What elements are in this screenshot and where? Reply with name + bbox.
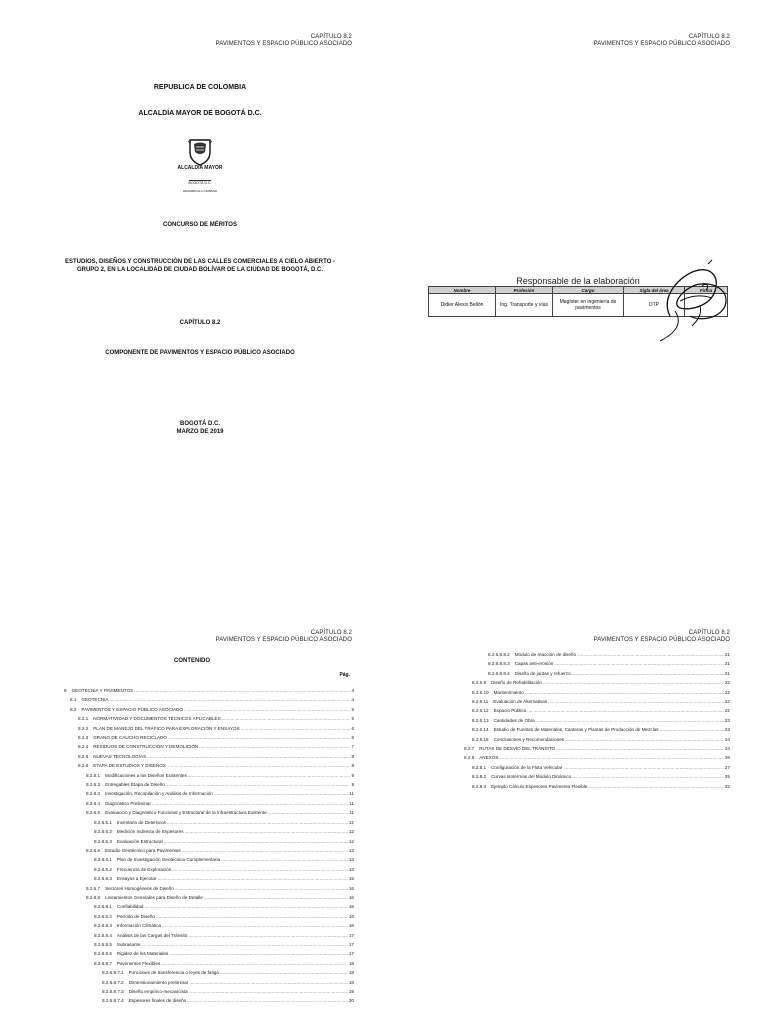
toc-entry-title: Ensayos a Ejecutar <box>116 876 157 882</box>
toc-entry-number: 8.2.6.8.8.4 <box>488 670 510 676</box>
toc-entry-leader <box>167 761 351 770</box>
page-header <box>216 630 352 644</box>
header-role: Cargo <box>553 287 624 294</box>
toc-entry-title: Período de Diseño <box>116 913 155 919</box>
cell-profession: Ing. Transporte y vías <box>496 294 553 317</box>
toc-entry-page: 22 <box>724 689 730 695</box>
toc-entry[interactable] <box>64 695 354 704</box>
toc-entry-number: 8.2.6 <box>78 763 89 769</box>
republic-title: REPUBLICA DE COLOMBIA <box>153 84 247 91</box>
toc-entry[interactable] <box>64 865 354 874</box>
toc-entry-leader <box>499 753 724 762</box>
toc-entry[interactable] <box>450 725 730 734</box>
toc-entry-page: 12 <box>348 819 354 825</box>
toc-entry-page: 17 <box>348 941 354 947</box>
toc-entry-leader <box>548 697 724 706</box>
toc-entry-leader <box>556 744 724 753</box>
header-name: Nombre <box>429 287 496 294</box>
toc-entry-page: 16 <box>348 894 354 900</box>
toc-entry[interactable] <box>64 846 354 855</box>
toc-entry-title: Estudio de Fuentes de Materiales, Canteras y Plantas de Producción de Mezclas <box>493 727 659 733</box>
toc-entry-page: 9 <box>351 782 354 788</box>
toc-entry-page: 11 <box>349 800 354 806</box>
toc-entry[interactable] <box>64 818 354 827</box>
toc-entry-title: Mantenimiento <box>493 689 524 695</box>
toc-entry-title: GEOTECNIA <box>81 697 109 703</box>
toc-entry-title: Sectores Homogéneos de Diseño <box>105 885 174 891</box>
toc-list-right <box>450 650 730 791</box>
toc-entry[interactable] <box>64 884 354 893</box>
page-header <box>594 630 730 644</box>
toc-entry-leader <box>152 799 348 808</box>
toc-entry[interactable] <box>64 686 354 695</box>
toc-entry-title: Información Climática <box>116 923 162 929</box>
toc-entry[interactable] <box>450 659 730 668</box>
toc-entry-title: Conclusiones y Recomendaciones <box>493 736 565 742</box>
toc-entry-title: Diagnóstico Preliminar <box>105 800 152 806</box>
toc-entry-number: 8.2.7 <box>464 746 475 752</box>
toc-entry-leader <box>199 742 350 751</box>
toc-entry-leader <box>182 846 348 855</box>
toc-entry-page: 27 <box>724 764 730 770</box>
logo-text-desarrollo: DESARROLLO URBANO <box>182 189 218 193</box>
toc-entry-number: 8.2.6.8.7.1 <box>102 970 124 976</box>
toc-entry-page: 9 <box>351 772 354 778</box>
toc-entry-page: 6 <box>351 735 354 741</box>
header-chapter: CAPÍTULO 8.2 <box>688 630 730 636</box>
toc-entry[interactable] <box>64 705 354 714</box>
toc-entry-title: Configuración de la Flota Vehicular <box>491 764 563 770</box>
toc-entry-leader <box>169 949 348 958</box>
toc-entry-page: 21 <box>724 661 730 667</box>
toc-entry-title: Confiabilidad <box>116 904 144 910</box>
toc-entry[interactable] <box>450 706 730 715</box>
contents-title: CONTENIDO <box>174 658 210 664</box>
toc-entry-title: Medición Indirecta de Espesores <box>116 829 184 835</box>
toc-entry-number: 8.2.6.8.8.2 <box>488 652 510 657</box>
toc-entry[interactable] <box>64 761 354 770</box>
toc-entry-leader <box>543 678 724 687</box>
toc-entry-number: 8.2.6.8.7.2 <box>102 979 124 985</box>
project-title: ESTUDIOS, DISEÑOS Y CONSTRUCCIÓN DE LAS CALLES COMERCIALES A CIELO ABIERTO - GRUPO 2, EN LA LOCALIDAD DE CIUDAD BOLÍVAR DE LA CIUDAD DE BOGOTÁ, D.C. <box>64 259 336 273</box>
cell-area: DTP <box>624 294 685 317</box>
toc-entry-leader <box>577 650 724 659</box>
toc-entry-leader <box>134 686 350 695</box>
toc-entry-leader <box>184 705 350 714</box>
toc-entry-title: Diseño de juntas y refuerzo <box>514 670 571 676</box>
place-date <box>60 420 340 436</box>
toc-entry-number: 8.2.6.5.1 <box>94 819 112 825</box>
toc-entry[interactable] <box>64 742 354 751</box>
toc-entry-leader <box>525 688 724 697</box>
toc-entry-leader <box>188 931 348 940</box>
toc-entry-title: Diseño empírico-mecanicista <box>128 989 188 994</box>
toc-entry-page: 17 <box>348 951 354 957</box>
toc-entry-page: 24 <box>724 746 730 752</box>
toc-entry[interactable] <box>450 735 730 744</box>
toc-entry-title: Evaluación de Alternativas <box>493 699 548 705</box>
toc-entry[interactable] <box>64 789 354 798</box>
toc-entry-number: 8.2.6.8.3 <box>94 923 112 929</box>
toc-entry-number: 8.2.6.2 <box>86 782 101 788</box>
toc-entry-leader <box>164 837 348 846</box>
toc-entry-page: 16 <box>348 923 354 929</box>
toc-entry[interactable] <box>64 855 354 864</box>
toc-entry-title: Pavimentos Flexibles <box>116 960 161 966</box>
toc-entry-leader <box>222 714 351 723</box>
mayor-office-title: ALCALDÍA MAYOR DE BOGOTÁ D.C. <box>138 110 262 117</box>
toc-entry[interactable] <box>450 772 730 781</box>
toc-entry-page: 17 <box>348 932 354 938</box>
toc-entry-leader <box>162 921 348 930</box>
header-chapter: CAPÍTULO 8.2 <box>310 34 352 40</box>
toc-entry-leader <box>563 763 724 772</box>
toc-entry-number: 8.2.6.4 <box>86 800 101 806</box>
toc-entry-title: Análisis de las Cargas del Tránsito <box>116 932 188 938</box>
toc-entry-page: 5 <box>351 706 354 712</box>
page-header <box>216 34 352 48</box>
toc-entry-title: Ejemplo Cálculo Espesores Pavimento Flexible <box>491 783 588 789</box>
toc-entry-number: 8.2.8.3 <box>472 783 487 789</box>
alcaldia-logo <box>170 138 230 193</box>
toc-entry-number: 8.2 <box>70 706 77 712</box>
toc-entry-page: 13 <box>348 847 354 853</box>
toc-entry-page: 16 <box>348 885 354 891</box>
toc-entry-leader <box>572 772 724 781</box>
toc-entry-number: 8.2.6.8.4 <box>94 932 112 938</box>
chapter-title: CAPÍTULO 8.2 <box>179 320 221 326</box>
toc-entry-leader <box>221 855 348 864</box>
toc-entry-leader <box>175 884 348 893</box>
toc-entry[interactable] <box>64 771 354 780</box>
toc-entry[interactable] <box>64 959 354 968</box>
toc-entry-page: 23 <box>724 727 730 733</box>
toc-entry[interactable] <box>450 763 730 772</box>
toc-entry-title: Módulo de reacción de diseño <box>514 652 577 657</box>
toc-entry-leader <box>189 978 348 987</box>
toc-entry-leader <box>166 780 351 789</box>
toc-entry-number: 8.2.1 <box>78 716 89 722</box>
toc-entry-number: 8.2.6.5 <box>86 810 101 816</box>
toc-entry-leader <box>156 912 348 921</box>
toc-entry-page: 29 <box>724 774 730 780</box>
toc-entry-title: Entregables Etapa de Diseño <box>105 782 165 788</box>
toc-entry-title: Capas anti-erosión <box>514 661 554 667</box>
toc-entry-number: 8 <box>64 688 67 693</box>
toc-entry-title: Curvas Isotermas del Módulo Dinámico <box>491 774 572 780</box>
toc-entry-page: 4 <box>351 688 354 693</box>
toc-entry-page: 32 <box>724 783 730 789</box>
toc-entry-title: PLAN DE MANEJO DEL TRÁFICO PARA EXPLORACIÓN Y ENSAYOS <box>93 725 240 731</box>
toc-entry-title: RUTAS DE DESVÍO DEL TRÁNSITO <box>479 746 556 752</box>
toc-entry-page: 7 <box>351 744 354 750</box>
toc-list-left <box>64 686 354 1006</box>
toc-entry[interactable] <box>64 808 354 817</box>
toc-entry[interactable] <box>450 697 730 706</box>
toc-entry-title: ETAPA DE ESTUDIOS Y DISEÑOS <box>93 763 166 769</box>
toc-entry-leader <box>187 996 348 1005</box>
toc-entry[interactable] <box>64 837 354 846</box>
toc-entry-page: 12 <box>348 829 354 835</box>
toc-entry-page: 11 <box>349 791 354 797</box>
toc-entry-page: 4 <box>351 697 354 703</box>
toc-entry[interactable] <box>64 987 354 996</box>
toc-entry-number: 8.2.6.3 <box>86 791 101 797</box>
toc-entry-number: 8.2.6.6.1 <box>94 857 112 863</box>
toc-entry-leader <box>188 771 351 780</box>
toc-entry-number: 8.1 <box>70 697 77 703</box>
toc-entry[interactable] <box>64 968 354 977</box>
toc-entry-leader <box>214 789 348 798</box>
toc-entry-title: Estudio Geotécnico para Pavimentos <box>105 847 181 853</box>
toc-entry-page: 21 <box>724 670 730 676</box>
toc-entry-leader <box>527 706 724 715</box>
toc-entry-page: 22 <box>724 680 730 686</box>
toc-entry-title: PAVIMENTOS Y ESPACIO PÚBLICO ASOCIADO <box>81 706 183 712</box>
toc-entry-leader <box>554 659 724 668</box>
toc-entry-title: RESIDUOS DE CONSTRUCCIÓN Y DEMOLICIÓN <box>93 744 199 750</box>
toc-entry-number: 8.2.8.1 <box>472 764 487 770</box>
toc-entry-title: Cantidades de Obra <box>493 717 535 723</box>
toc-entry-page: 20 <box>348 998 354 1004</box>
toc-entry-number: 8.2.6.9 <box>472 680 487 686</box>
header-title: PAVIMENTOS Y ESPACIO PÚBLICO ASOCIADO <box>215 41 352 47</box>
toc-entry-leader <box>141 940 347 949</box>
toc-entry-number: 8.2.6.8.6 <box>94 951 112 957</box>
cell-role: Magíster en ingeniería de pavimentos <box>553 294 624 317</box>
toc-entry-page: 19 <box>348 989 354 994</box>
page-column-label: Pág. <box>339 672 350 678</box>
toc-entry-page: 13 <box>348 857 354 863</box>
city: BOGOTÁ D.C. <box>180 421 220 427</box>
toc-entry-leader <box>167 818 348 827</box>
toc-entry-page: 18 <box>348 970 354 976</box>
toc-entry-leader <box>189 987 348 996</box>
toc-entry-page: 12 <box>348 838 354 844</box>
toc-entry-page: 5 <box>351 716 354 722</box>
logo-text-alcaldia: ALCALDÍA MAYOR <box>177 165 223 171</box>
toc-entry[interactable] <box>64 978 354 987</box>
toc-entry-leader <box>172 865 348 874</box>
toc-entry-page: 8 <box>351 763 354 769</box>
toc-entry-page: 23 <box>724 717 730 723</box>
toc-entry-page: 18 <box>348 979 354 985</box>
toc-entry-title: Lineamientos Generales para Diseño de Detalle <box>105 894 203 900</box>
toc-entry[interactable] <box>64 874 354 883</box>
toc-entry-leader <box>168 733 350 742</box>
toc-entry-title: Inventario de Deterioros <box>116 819 166 825</box>
toc-entry-number: 8.2.6.15 <box>472 736 489 742</box>
toc-entry-page: 16 <box>348 904 354 910</box>
toc-entry-number: 8.2.6.11 <box>472 699 489 705</box>
toc-entry-leader <box>147 752 350 761</box>
toc-entry-leader <box>572 669 724 678</box>
toc-entry-page: 15 <box>348 876 354 882</box>
toc-entry[interactable] <box>450 650 730 659</box>
toc-entry-page: 13 <box>348 866 354 872</box>
toc-entry-page: 16 <box>348 913 354 919</box>
toc-entry[interactable] <box>450 782 730 791</box>
cell-name: Didier Alexis Bellón <box>429 294 496 317</box>
toc-entry-number: 8.2.6.6.3 <box>94 876 112 882</box>
header-signature: Firma <box>685 287 728 294</box>
toc-entry-leader <box>536 716 724 725</box>
toc-entry-number: 8.2.6.10 <box>472 689 489 695</box>
toc-entry[interactable] <box>64 724 354 733</box>
toc-entry-title: NORMATIVIDAD Y DOCUMENTOS TÉCNICOS APLICABLES <box>93 716 221 722</box>
toc-entry-leader <box>588 782 724 791</box>
toc-entry-page: 6 <box>351 725 354 731</box>
toc-entry-number: 8.2.6.8.1 <box>94 904 112 910</box>
toc-entry-page: 26 <box>724 755 730 761</box>
toc-entry-title: ANEXOS <box>479 755 499 761</box>
toc-entry-number: 8.2.2 <box>78 725 89 731</box>
toc-entry-number: 8.2.6.6 <box>86 847 101 853</box>
toc-entry[interactable] <box>64 827 354 836</box>
toc-entry-title: Evaluación Estructural <box>116 838 163 844</box>
toc-entry-title: Dimensionamiento preliminar <box>128 979 189 985</box>
toc-entry-page: 22 <box>724 699 730 705</box>
component-title: COMPONENTE DE PAVIMENTOS Y ESPACIO PÚBLICO ASOCIADO <box>105 350 295 356</box>
toc-entry-title: Modificaciones a los Diseños Existentes <box>105 772 187 778</box>
toc-entry-number: 8.2.6.8.8.3 <box>488 661 510 667</box>
toc-entry-number: 8.2.6.8.7 <box>94 960 112 966</box>
toc-entry-title: NUEVAS TECNOLOGÍAS <box>93 753 147 759</box>
toc-entry-number: 8.2.6.5.3 <box>94 838 112 844</box>
toc-entry[interactable] <box>450 669 730 678</box>
toc-entry-leader <box>660 725 724 734</box>
toc-entry-title: Frecuencia de Exploración <box>116 866 172 872</box>
toc-entry-title: Evaluación y Diagnóstico Funcional y Estructural de la Infraestructura Existente <box>105 810 267 816</box>
toc-entry-leader <box>565 735 724 744</box>
toc-entry[interactable] <box>64 799 354 808</box>
logo-text-bogota: BOGOTÁ D.C. <box>188 181 212 185</box>
toc-entry-title: Subrasante <box>116 941 141 947</box>
date: MARZO DE 2019 <box>176 429 224 435</box>
toc-entry-number: 8.2.4 <box>78 744 89 750</box>
toc-entry[interactable] <box>64 996 354 1005</box>
toc-entry-page: 21 <box>724 652 730 657</box>
toc-entry-title: Espacio Público <box>493 708 527 714</box>
cover-page <box>0 0 384 512</box>
toc-entry[interactable] <box>64 893 354 902</box>
toc-entry-leader <box>268 808 349 817</box>
toc-entry-title: Plan de Investigación Geotécnica Complementaria <box>116 857 221 863</box>
toc-entry-number: 8.2.6.8.5 <box>94 941 112 947</box>
toc-entry[interactable] <box>64 921 354 930</box>
toc-entry-leader <box>144 902 347 911</box>
toc-entry[interactable] <box>64 931 354 940</box>
toc-entry-number: 8.2.6.1 <box>86 772 101 778</box>
responsible-title: Responsable de la elaboración <box>516 276 640 286</box>
toc-entry-page: 22 <box>724 708 730 714</box>
toc-entry-number: 8.2.6.8.7.4 <box>102 998 124 1004</box>
toc-entry-number: 8.2.6.7 <box>86 885 101 891</box>
toc-entry-number: 8.2.6.8.7.3 <box>102 989 124 994</box>
toc-entry-leader <box>241 724 351 733</box>
toc-entry-title: Espesores finales de diseño <box>128 998 187 1004</box>
header-area: Sigla del área <box>624 287 685 294</box>
toc-entry-page: 11 <box>349 810 354 816</box>
toc-entry[interactable] <box>64 912 354 921</box>
toc-entry-number: 8.2.8.2 <box>472 774 487 780</box>
header-profession: Profesión <box>496 287 553 294</box>
toc-entry-number: 8.2.6.8 <box>86 894 101 900</box>
toc-entry-leader <box>157 874 347 883</box>
toc-entry-number: 8.2.8 <box>464 755 475 761</box>
toc-entry-leader <box>161 959 348 968</box>
signature-icon <box>640 256 740 346</box>
toc-entry[interactable] <box>450 678 730 687</box>
toc-entry-page: 8 <box>351 753 354 759</box>
header-title: PAVIMENTOS Y ESPACIO PÚBLICO ASOCIADO <box>215 637 352 643</box>
toc-entry-page: 24 <box>724 736 730 742</box>
toc-entry[interactable] <box>450 716 730 725</box>
toc-entry-leader <box>220 968 348 977</box>
toc-entry[interactable] <box>64 949 354 958</box>
toc-entry-title: GEOTECNIA Y PAVIMENTOS <box>71 688 134 693</box>
toc-entry-number: 8.2.6.6.2 <box>94 866 112 872</box>
toc-entry[interactable] <box>64 714 354 723</box>
toc-entry[interactable] <box>64 940 354 949</box>
toc-entry[interactable] <box>64 733 354 742</box>
header-chapter: CAPÍTULO 8.2 <box>688 34 730 40</box>
toc-entry-leader <box>204 893 348 902</box>
toc-entry-number: 8.2.6.8.2 <box>94 913 112 919</box>
toc-entry-leader <box>185 827 348 836</box>
toc-entry-number: 8.2.6.12 <box>472 708 489 714</box>
toc-entry[interactable] <box>450 688 730 697</box>
toc-entry[interactable] <box>450 744 730 753</box>
coat-of-arms-icon <box>187 138 213 166</box>
toc-entry[interactable] <box>64 752 354 761</box>
toc-entry-title: Investigación, Recopilación y Análisis de Información <box>105 791 213 797</box>
header-title: PAVIMENTOS Y ESPACIO PÚBLICO ASOCIADO <box>593 637 730 643</box>
toc-entry-title: Diseño de Rehabilitación <box>491 680 542 686</box>
toc-entry-number: 8.2.6.5.2 <box>94 829 112 835</box>
toc-entry-page: 18 <box>348 960 354 966</box>
toc-entry-number: 8.2.6.14 <box>472 727 489 733</box>
toc-entry-number: 8.2.6.13 <box>472 717 489 723</box>
toc-entry-leader <box>109 695 350 704</box>
header-title: PAVIMENTOS Y ESPACIO PÚBLICO ASOCIADO <box>593 41 730 47</box>
toc-entry-title: Funciones de transferencia o leyes de fatiga <box>128 970 219 976</box>
toc-entry-number: 8.2.5 <box>78 753 89 759</box>
header-chapter: CAPÍTULO 8.2 <box>310 630 352 636</box>
toc-entry[interactable] <box>450 753 730 762</box>
toc-entry-number: 8.2.3 <box>78 735 89 741</box>
toc-entry[interactable] <box>64 780 354 789</box>
toc-entry-title: Rigidez de los Materiales <box>116 951 169 957</box>
toc-entry[interactable] <box>64 902 354 911</box>
contest-title: CONCURSO DE MÉRITOS <box>163 222 237 228</box>
toc-entry-title: GRANO DE CAUCHO RECICLADO <box>93 735 167 741</box>
page-header <box>594 34 730 48</box>
